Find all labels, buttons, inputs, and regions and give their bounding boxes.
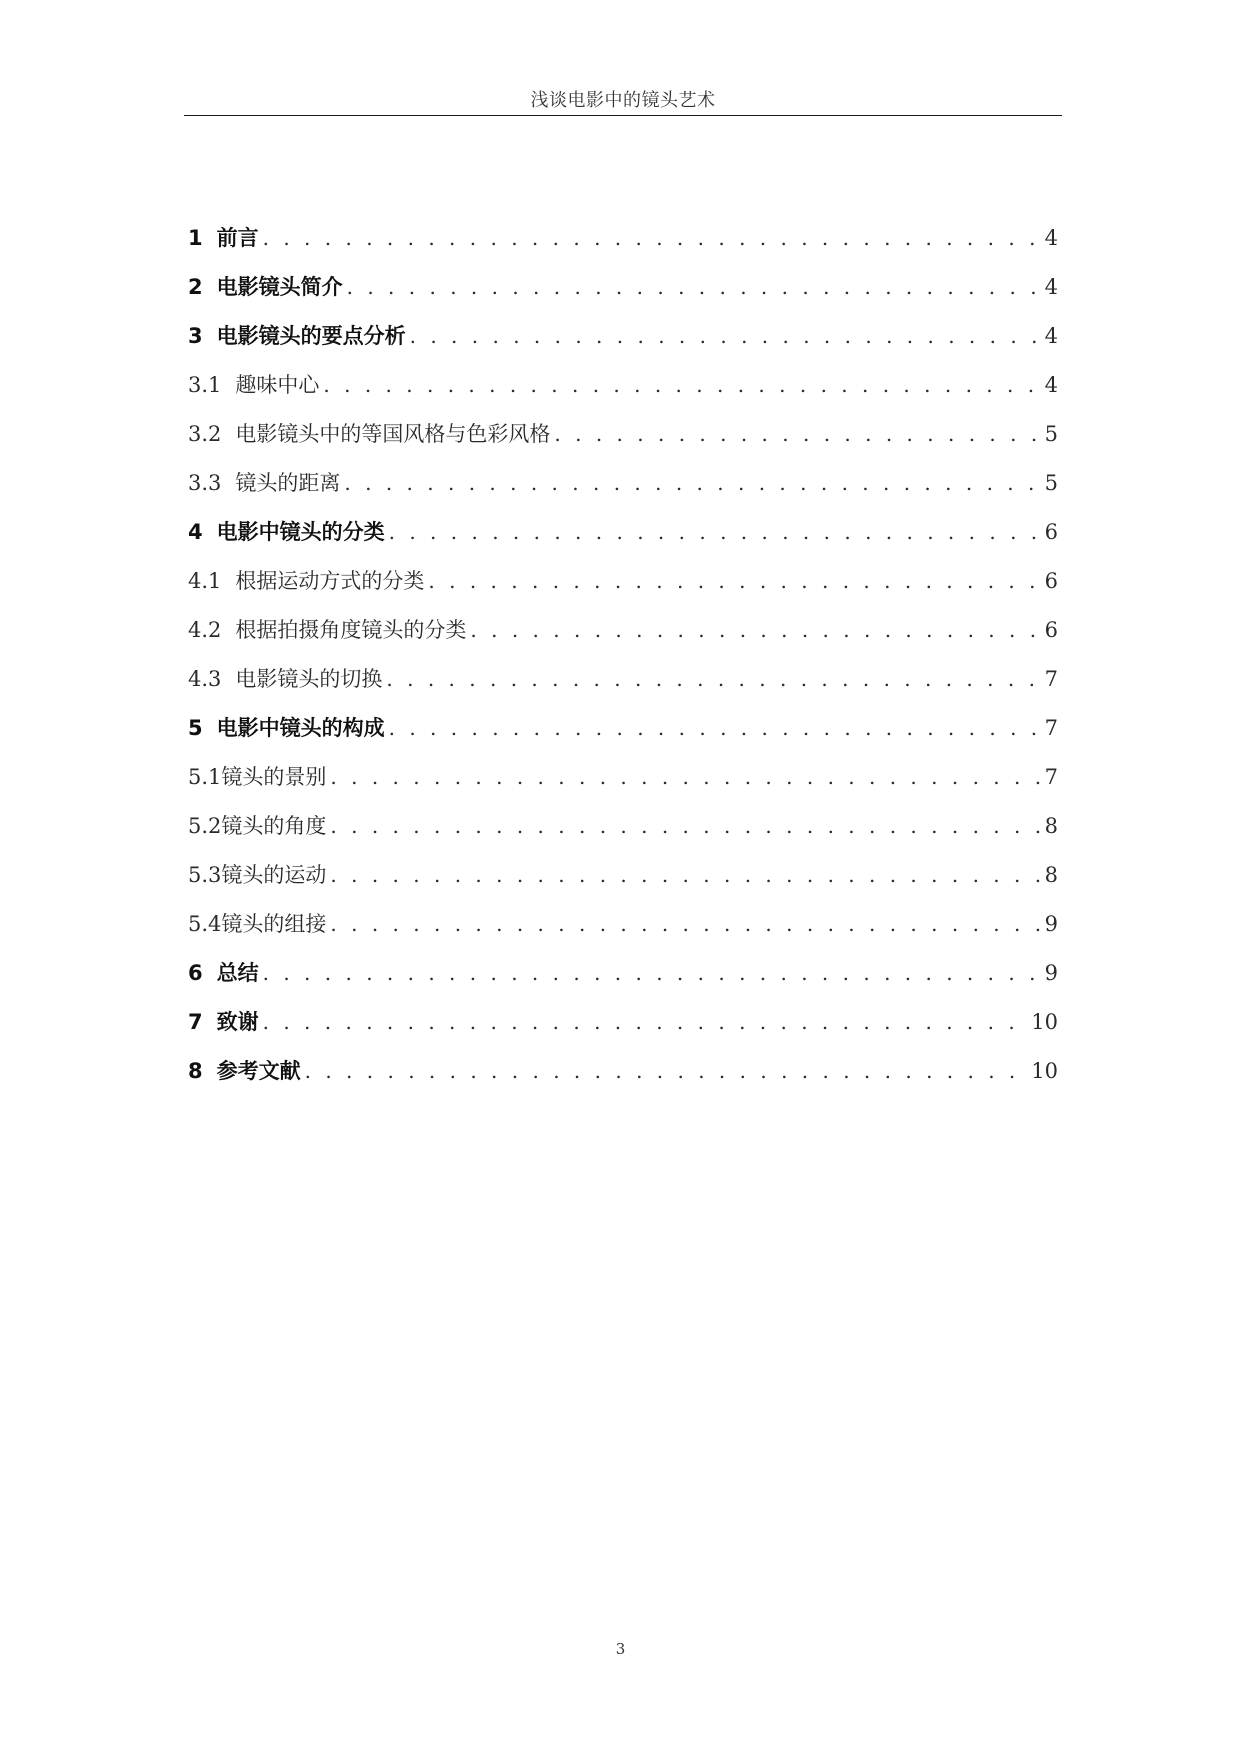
running-header: 浅谈电影中的镜头艺术: [530, 90, 716, 111]
toc-entry-title: 电影中镜头的构成: [216, 716, 385, 740]
toc-entry-page: 4: [1044, 226, 1058, 250]
toc-entry-page: 4: [1044, 373, 1058, 397]
toc-entry-title: 参考文献: [216, 1059, 301, 1083]
toc-entry[interactable]: [188, 565, 1058, 614]
toc-entry[interactable]: [188, 369, 1058, 418]
toc-entry[interactable]: [188, 957, 1058, 1006]
toc-entry[interactable]: [188, 712, 1058, 761]
toc-entry-title: 电影镜头的要点分析: [216, 324, 406, 348]
toc-entry-page: 6: [1044, 618, 1058, 642]
toc-entry-title: 电影镜头中的等国风格与色彩风格: [235, 422, 551, 446]
toc-entry-number: 3.2: [188, 422, 222, 446]
toc-entry-title: 根据运动方式的分类: [235, 569, 425, 593]
toc-entry-number: 4.2: [188, 618, 222, 642]
toc-entry-page: 9: [1044, 912, 1058, 936]
dot-leader: [323, 373, 1040, 397]
toc-entry-number: 5.2: [188, 814, 222, 838]
toc-entry-number: 4.3: [188, 667, 222, 691]
toc-entry-title: 电影镜头简介: [216, 275, 343, 299]
dot-leader: [344, 471, 1040, 495]
dot-leader: [330, 863, 1040, 887]
dot-leader: [389, 716, 1041, 740]
toc-entry-number: 5.1: [188, 765, 222, 789]
toc-entry-title: 镜头的组接: [221, 912, 327, 936]
table-of-contents: [188, 222, 1058, 1104]
dot-leader: [330, 765, 1040, 789]
toc-entry-page: 8: [1044, 814, 1058, 838]
toc-entry-title: 镜头的距离: [235, 471, 341, 495]
toc-entry-page: 5: [1044, 422, 1058, 446]
toc-entry-title: 镜头的景别: [221, 765, 327, 789]
toc-entry[interactable]: [188, 859, 1058, 908]
toc-entry-page: 8: [1044, 863, 1058, 887]
toc-entry-number: 7: [188, 1010, 203, 1034]
toc-entry-number: 5.4: [188, 912, 222, 936]
dot-leader: [263, 1010, 1028, 1034]
toc-entry-page: 6: [1044, 520, 1058, 544]
dot-leader: [263, 961, 1041, 985]
toc-entry-number: 8: [188, 1059, 203, 1083]
header-rule: [184, 115, 1062, 116]
toc-entry[interactable]: [188, 1055, 1058, 1104]
toc-entry-title: 镜头的角度: [221, 814, 327, 838]
toc-entry[interactable]: [188, 663, 1058, 712]
toc-entry-title: 根据拍摄角度镜头的分类: [235, 618, 467, 642]
toc-entry[interactable]: [188, 810, 1058, 859]
toc-entry-number: 5.3: [188, 863, 222, 887]
toc-entry-number: 1: [188, 226, 203, 250]
toc-entry-page: 6: [1044, 569, 1058, 593]
toc-entry-number: 4.1: [188, 569, 222, 593]
toc-entry[interactable]: [188, 614, 1058, 663]
dot-leader: [554, 422, 1040, 446]
toc-entry-title: 前言: [216, 226, 259, 250]
dot-leader: [330, 912, 1040, 936]
toc-entry-page: 9: [1044, 961, 1058, 985]
toc-entry[interactable]: [188, 418, 1058, 467]
dot-leader: [410, 324, 1041, 348]
toc-entry[interactable]: [188, 761, 1058, 810]
toc-entry-page: 5: [1044, 471, 1058, 495]
dot-leader: [347, 275, 1041, 299]
toc-entry-page: 10: [1031, 1010, 1058, 1034]
toc-entry-title: 电影中镜头的分类: [216, 520, 385, 544]
toc-entry-number: 6: [188, 961, 203, 985]
toc-entry-number: 5: [188, 716, 203, 740]
toc-entry-page: 7: [1044, 765, 1058, 789]
dot-leader: [428, 569, 1040, 593]
toc-entry-number: 3.1: [188, 373, 222, 397]
toc-entry[interactable]: [188, 467, 1058, 516]
toc-entry[interactable]: [188, 320, 1058, 369]
dot-leader: [263, 226, 1041, 250]
dot-leader: [470, 618, 1040, 642]
toc-entry-title: 趣味中心: [235, 373, 320, 397]
toc-entry-number: 3: [188, 324, 203, 348]
toc-entry[interactable]: [188, 222, 1058, 271]
toc-entry-title: 总结: [216, 961, 259, 985]
dot-leader: [330, 814, 1040, 838]
page-number: 3: [615, 1640, 626, 1658]
toc-entry[interactable]: [188, 271, 1058, 320]
toc-entry-page: 7: [1044, 716, 1058, 740]
toc-entry[interactable]: [188, 1006, 1058, 1055]
toc-entry-number: 4: [188, 520, 203, 544]
toc-entry-page: 4: [1044, 324, 1058, 348]
toc-entry-page: 7: [1044, 667, 1058, 691]
toc-entry-title: 致谢: [216, 1010, 259, 1034]
dot-leader: [305, 1059, 1028, 1083]
toc-entry[interactable]: [188, 908, 1058, 957]
dot-leader: [386, 667, 1040, 691]
toc-entry[interactable]: [188, 516, 1058, 565]
toc-entry-title: 镜头的运动: [221, 863, 327, 887]
dot-leader: [389, 520, 1041, 544]
toc-entry-title: 电影镜头的切换: [235, 667, 383, 691]
toc-entry-number: 3.3: [188, 471, 222, 495]
toc-entry-number: 2: [188, 275, 203, 299]
toc-entry-page: 4: [1044, 275, 1058, 299]
toc-entry-page: 10: [1031, 1059, 1058, 1083]
